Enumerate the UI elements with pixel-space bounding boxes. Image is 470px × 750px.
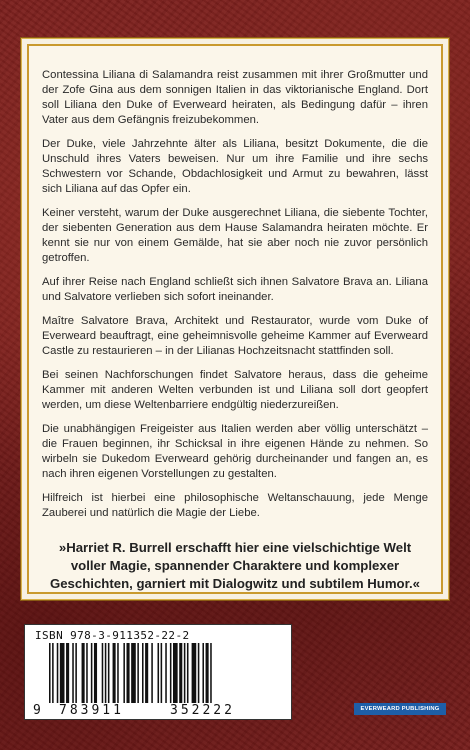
back-cover-panel (21, 38, 449, 600)
review-quote: »Harriet R. Burrell erschafft hier eine vielschichtige Welt voller Magie, spannender Charaktere und komplexer Geschichten, garniert mit Dialogwitz und subtilem Humor.« (49, 540, 421, 591)
blurb-paragraph-1: Contessina Liliana di Salamandra reist zusammen mit ihrer Großmutter und der Zofe Gina aus dem sonnigen Italien in das viktorianische England. Dort soll Liliana den Duke of Everweard heiraten, als Bedingung dafür – ihren Vater aus dem Gefängnis freizubekommen. (42, 69, 428, 126)
blurb-paragraph-4: Auf ihrer Reise nach England schließt sich ihnen Salvatore Brava an. Liliana und Salvatore verlieben sich sofort ineinander. (42, 276, 428, 303)
isbn-barcode (24, 624, 292, 720)
ean-left-digits: 783911 (59, 703, 124, 718)
back-cover-text-area (27, 44, 443, 594)
blurb-paragraph-3: Keiner versteht, warum der Duke ausgerechnet Liliana, die siebente Tochter, der siebenten Generation aus dem Hause Salamandra heiraten möchte. Er kennt sie nur von einem Gemälde, hat sie aber noch nie zuvor persönlich getroffen. (42, 207, 428, 264)
blurb-paragraph-2: Der Duke, viele Jahrzehnte älter als Liliana, besitzt Dokumente, die die Unschuld ihres Vaters beweisen. Nur um ihre Familie und ihre sechs Schwestern vor Schande, Obdachlosigkeit und Armut zu bewahren, lässt sich Liliana auf das Opfer ein. (42, 138, 428, 195)
blurb-paragraph-8: Hilfreich ist hierbei eine philosophische Weltanschauung, jede Menge Zauberei und natürlich die Magie der Liebe. (42, 492, 428, 519)
ean-first-digit: 9 (33, 703, 41, 718)
isbn-label: ISBN 978-3-911352-22-2 (35, 629, 190, 642)
blurb-paragraph-7: Die unabhängigen Freigeister aus Italien werden aber völlig unterschätzt – die Frauen beginnen, ihr Schicksal in ihre eigenen Hände zu nehmen. So wirbeln sie Dukedom Everweard gehörig durcheinander und fangen an, es nach ihren eigenen Vorstellungen zu gestalten. (42, 423, 428, 480)
blurb-paragraph-6: Bei seinen Nachforschungen findet Salvatore heraus, dass die geheime Kammer mit anderen Welten verbunden ist und Liliana soll dort geopfert werden, um diese Weltenbarriere endgültig niederzureißen. (42, 369, 428, 411)
barcode-bars (47, 643, 287, 703)
ean-right-digits: 352222 (170, 703, 235, 718)
blurb-paragraph-5: Maître Salvatore Brava, Architekt und Restaurator, wurde vom Duke of Everweard beauftragt, eine geheimnisvolle geheime Kammer auf Everweard Castle zu restaurieren – in der Lilianas Hochzeitsnacht stattfinden soll. (42, 315, 428, 357)
publisher-logo: EVERWEARD PUBLISHING (354, 703, 446, 715)
